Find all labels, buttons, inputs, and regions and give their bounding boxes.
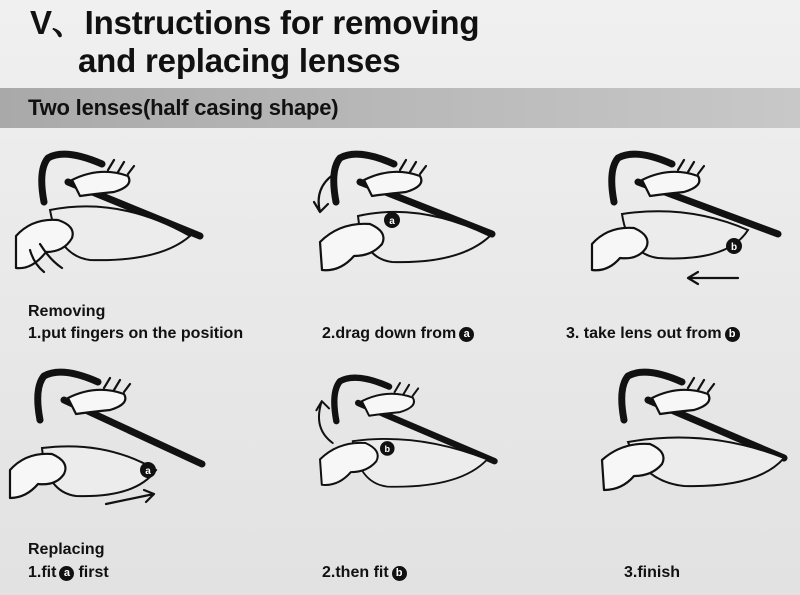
remove-step-1-text: 1.put fingers on the position <box>28 325 244 342</box>
section-header <box>0 88 800 128</box>
badge-b-icon: b <box>392 566 407 581</box>
illustration-remove-step-2 <box>300 140 500 290</box>
badge-a-icon: a <box>459 327 474 342</box>
page-title <box>30 4 479 80</box>
illustration-replace-step-2 <box>300 358 500 508</box>
badge-a-icon: a <box>59 566 74 581</box>
badge-a-marker: a <box>145 466 151 477</box>
badge-b-icon: b <box>725 327 740 342</box>
illustration-replace-step-3 <box>588 358 788 508</box>
illustration-remove-step-1 <box>10 140 210 290</box>
remove-step-2 <box>322 323 474 345</box>
title-line-2: and replacing lenses <box>78 42 401 79</box>
title-line-1: V、Instructions for removing <box>30 4 480 41</box>
replace-step-3 <box>624 562 680 584</box>
removing-heading: Removing <box>28 303 106 320</box>
replace-step-1 <box>28 562 109 584</box>
replacing-heading: Replacing <box>28 541 105 558</box>
replace-step-1-text: 1.fit <box>28 564 57 581</box>
replace-step-3-text: 3.finish <box>624 564 681 581</box>
section-title: Two lenses(half casing shape) <box>28 95 339 120</box>
replace-step-2-text: 2.then fit <box>322 564 389 581</box>
badge-b-marker: b <box>730 242 738 253</box>
illustration-remove-step-3 <box>588 140 788 290</box>
badge-a-marker: a <box>389 216 395 227</box>
remove-step-3 <box>566 323 740 345</box>
remove-step-3-text: 3. take lens out from <box>566 325 722 342</box>
illustration-replace-step-1 <box>6 358 206 508</box>
replace-step-2 <box>322 562 407 584</box>
remove-step-2-text: 2.drag down from <box>322 325 457 342</box>
badge-b-marker: b <box>384 444 391 455</box>
remove-step-1 <box>28 323 243 345</box>
replace-step-1-suffix: first <box>78 564 109 581</box>
